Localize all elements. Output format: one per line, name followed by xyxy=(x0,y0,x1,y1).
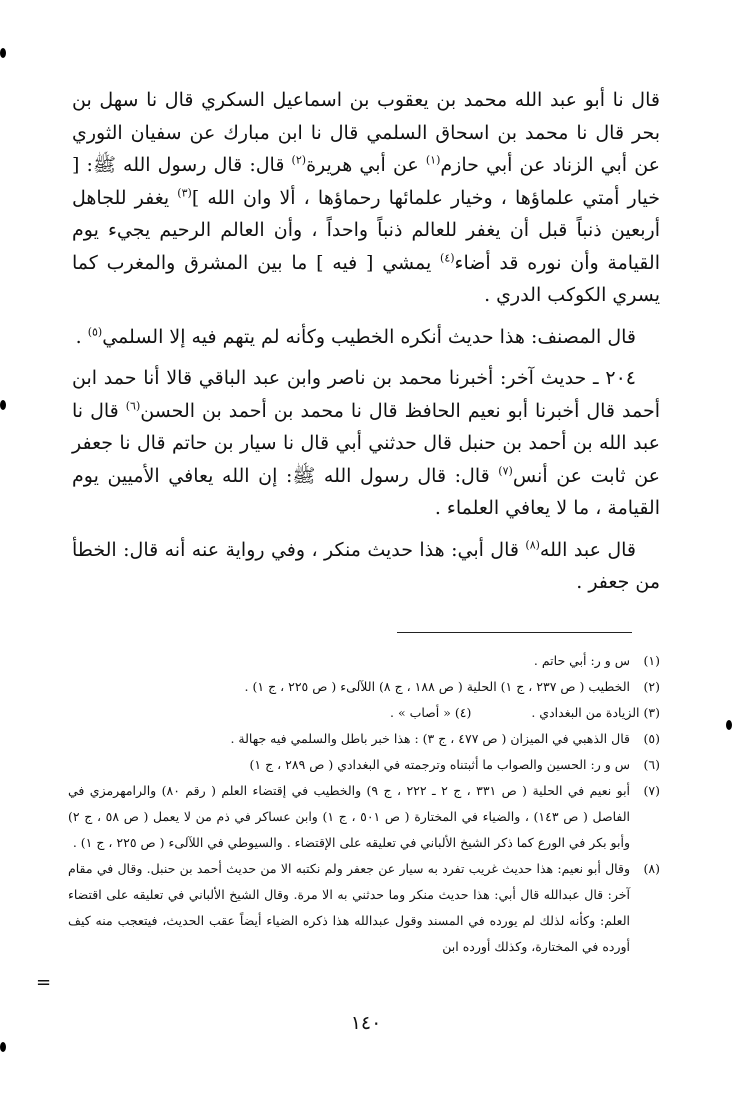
footnotes-3-4 xyxy=(68,700,660,726)
main-text xyxy=(72,84,660,608)
footnote-3: (٣) الزيادة من البغدادي . xyxy=(531,705,660,720)
binding-dot-icon xyxy=(0,48,6,58)
page-number: ١٤٠ xyxy=(350,1012,382,1034)
footnote-ref[interactable]: (١) xyxy=(425,153,441,167)
footnote-ref[interactable]: (٢) xyxy=(291,153,307,167)
footnote-4: (٤) « أصاب » . xyxy=(390,705,472,720)
footnote-6: (٦) س و ر: الحسين والصواب ما أثبتناه وترجمته في البغدادي ( ص ٢٨٩ ، ج ١) xyxy=(249,757,660,772)
binding-dot-icon xyxy=(0,1042,6,1052)
binding-dot-icon xyxy=(726,720,732,730)
footnote-ref[interactable]: (٧) xyxy=(498,464,513,478)
footnote-1: (١) س و ر: أبي حاتم . xyxy=(533,653,660,668)
paragraph-2: قال المصنف: هذا حديث أنكره الخطيب وكأنه لم يتهم فيه إلا السلمي$^{(٥)}$ . xyxy=(75,325,636,348)
paragraph-3: ٢٠٤ ـ حديث آخر: أخبرنا محمد بن ناصر وابن عبد الباقي قالا أنا حمد ابن أحمد قال أخبرنا أبو نعيم الحافظ قال نا محمد بن أحمد بن الحسن$^{(٦)}$ قال نا عبد الله بن أحمد بن حنبل قال حدثني أبي قال نا سيار بن حاتم قال نا جعفر عن ثابت عن أنس$^{(٧)}$ قال: قال رسول الله ﷺ: إن الله يعافي الأميين يوم القيامة ، ما لا يعافي العلماء . xyxy=(72,367,660,519)
footnote-ref[interactable]: (٣) xyxy=(177,186,192,200)
paragraph-1: قال نا أبو عبد الله محمد بن يعقوب بن اسماعيل السكري قال نا سهل بن بحر قال نا محمد بن اسحاق السلمي قال نا ابن مبارك عن سفيان الثوري عن أبي الزناد عن أبي حازم$^{(١)}$ عن أبي هريرة$^{(٢)}$ قال: قال رسول الله ﷺ: [ خيار أمتي علماؤها ، وخيار علمائها رحماؤها ، ألا وان الله ]$^{(٣)}$ يغفر للجاهل أربعين ذنباً قبل أن يغفر للعالم ذنباً واحداً ، وأن العالم الرحيم يجيء يوم القيامة وأن نوره قد أضاء$^{(٤)}$ يمشي [ فيه ] ما بين المشرق والمغرب كما يسري الكوكب الدري . xyxy=(72,89,660,306)
footnote-7: (٧) أبو نعيم في الحلية ( ص ٣٣١ ، ج ٢ ـ ٢٢٢ ، ج ٩) والخطيب في إقتضاء العلم ( رقم ٨٠) والرامهرمزي في الفاصل ( ص ١٤٣) ، والضياء في المختارة ( ص ٥٠١ ، ج ١) وابن عساكر في ذم من لا يعمل ( ص ٥٨ ، ج ٢) وأبو بكر في الورع كما ذكر الشيخ الألباني في تعليقه على الإقتضاء . والسيوطي في اللآلىء ( ص ٢٢٥ ، ج ١) . xyxy=(68,783,660,850)
footnote-separator xyxy=(397,632,632,633)
footnote-2: (٢) الخطيب ( ص ٢٣٧ ، ج ١) الحلية ( ص ١٨٨ ، ج ٨) اللآلىء ( ص ٢٢٥ ، ج ١) . xyxy=(244,679,660,694)
footnote-ref[interactable]: (٤) xyxy=(440,251,455,265)
binding-dot-icon xyxy=(0,400,6,410)
footnote-ref[interactable]: (٦) xyxy=(125,399,141,413)
footnote-8: (٨) وقال أبو نعيم: هذا حديث غريب تفرد به سيار عن جعفر ولم نكتبه الا من حديث أحمد بن حنبل. وقال في مقام آخر: قال عبدالله قال أبي: هذا حديث منكر وما حدثني به الا مرة. وقال الشيخ الألباني في تعليقه على اقتضاء العلم: وكأنه لذلك لم يورده في المسند وقول عبدالله هذا ذكره الضياء أيضاً عقب الحديث، فيتعجب منه كيف أورده في المختارة، وكذلك أورده ابن xyxy=(68,861,660,954)
footnote-ref[interactable]: (٥) xyxy=(87,325,103,339)
footnote-ref[interactable]: (٨) xyxy=(525,538,540,552)
footnote-5: (٥) قال الذهبي في الميزان ( ص ٤٧٧ ، ج ٣) : هذا خبر باطل والسلمي فيه جهالة . xyxy=(230,731,660,746)
paragraph-4: قال عبد الله$^{(٨)}$ قال أبي: هذا حديث منكر ، وفي رواية عنه أنه قال: الخطأ من جعفر . xyxy=(72,538,660,593)
continuation-mark: = xyxy=(36,972,50,993)
footnotes xyxy=(68,648,660,960)
